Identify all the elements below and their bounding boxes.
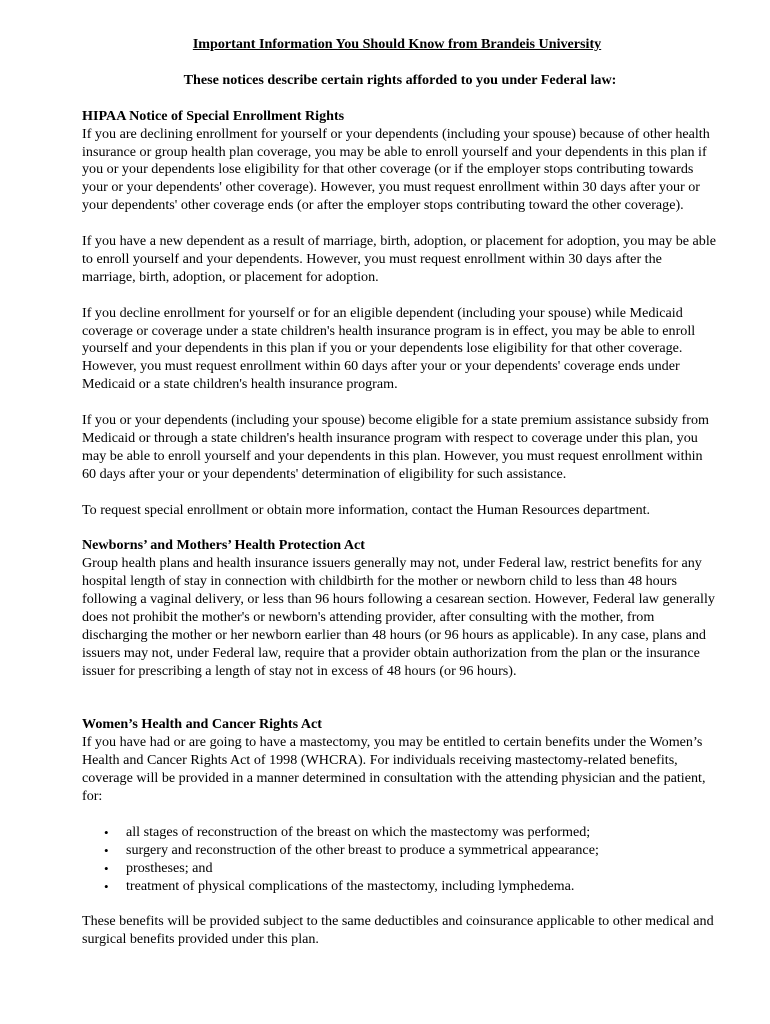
hipaa-paragraph-4: If you or your dependents (including your spouse) become eligible for a state premium assistance subsidy from Medicaid or through a state children's health insurance program with respect to coverage under this plan, you may be able to enroll yourself and your dependents in this plan. However, you must request enrollment within 60 days after your or your dependents' determination of eligibility for such assistance. (82, 412, 710, 482)
document-title: Important Information You Should Know from Brandeis University (192, 36, 602, 52)
bullet-icon: • (104, 878, 109, 894)
document-subtitle: These notices describe certain rights afforded to you under Federal law: (183, 71, 617, 88)
hipaa-paragraph-5: To request special enrollment or obtain more information, contact the Human Resources department. (82, 501, 651, 518)
list-item (104, 877, 718, 896)
hipaa-paragraph-2: If you have a new dependent as a result of marriage, birth, adoption, or placement for adoption, you may be able to enroll yourself and your dependents. However, you must request enrollment within 30 days after the marriage, birth, adoption, or placement for adoption. (82, 233, 716, 285)
whcra-bullet-list (82, 824, 718, 896)
list-item-text: prostheses; and (126, 859, 213, 876)
newborns-paragraph: Group health plans and health insurance issuers generally may not, under Federal law, restrict benefits for any hospital length of stay in connection with childbirth for the mother or newborn child to less than 48 hours following a vaginal delivery, or less than 96 hours following a cesarean section. However, Federal law generally does not prohibit the mother's or newborn's attending provider, after consulting with the mother, from discharging the mother or her newborn earlier than 48 hours (or 96 hours as applicable). In any case, plans and issuers may not, under Federal law, require that a provider obtain authorization from the plan or the insurance issuer for prescribing a length of stay not in excess of 48 hours (or 96 hours). (82, 555, 715, 679)
newborns-section (82, 537, 718, 680)
list-item-text: surgery and reconstruction of the other breast to produce a symmetrical appearance; (126, 841, 599, 858)
hipaa-paragraph-1: If you are declining enrollment for yourself or your dependents (including your spouse) because of other health insurance or group health plan coverage, you may be able to enroll yourself and your dependents in this plan if you or your dependents lose eligibility for that other coverage (or if the employer stops contributing towards your or your dependents' other coverage). However, you must request enrollment within 30 days after your or your dependents' other coverage ends (or after the employer stops contributing toward the other coverage). (82, 125, 710, 214)
bullet-icon: • (104, 842, 109, 858)
newborns-heading: Newborns’ and Mothers’ Health Protection Act (82, 537, 366, 554)
hipaa-paragraph-3: If you decline enrollment for yourself or for an eligible dependent (including your spouse) while Medicaid coverage or coverage under a state children's health insurance program is in effect, you may be able to enroll yourself and your dependents in this plan if you or your dependents lose eligibility for that other coverage. However, you must request enrollment within 60 days after your or your dependents' coverage ends under Medicaid or a state children's health insurance program. (82, 304, 696, 393)
whcra-section (82, 716, 718, 949)
list-item (104, 841, 718, 860)
list-item-text: all stages of reconstruction of the breast on which the mastectomy was performed; (126, 823, 591, 840)
bullet-icon: • (104, 860, 109, 876)
hipaa-section (82, 108, 718, 520)
list-item-text: treatment of physical complications of the mastectomy, including lymphedema. (126, 877, 575, 894)
list-item (104, 859, 718, 878)
list-item (104, 823, 718, 842)
hipaa-heading: HIPAA Notice of Special Enrollment Rights (82, 107, 345, 124)
whcra-heading: Women’s Health and Cancer Rights Act (82, 716, 322, 733)
bullet-icon: • (104, 824, 109, 840)
whcra-intro: If you have had or are going to have a mastectomy, you may be entitled to certain benefits under the Women’s Health and Cancer Rights Act of 1998 (WHCRA). For individuals receiving mastectomy-related benefits, coverage will be provided in a manner determined in consultation with the attending physician and the patient, for: (82, 734, 706, 805)
whcra-closing: These benefits will be provided subject to the same deductibles and coinsurance applicable to other medical and surgical benefits provided under this plan. (82, 913, 714, 948)
